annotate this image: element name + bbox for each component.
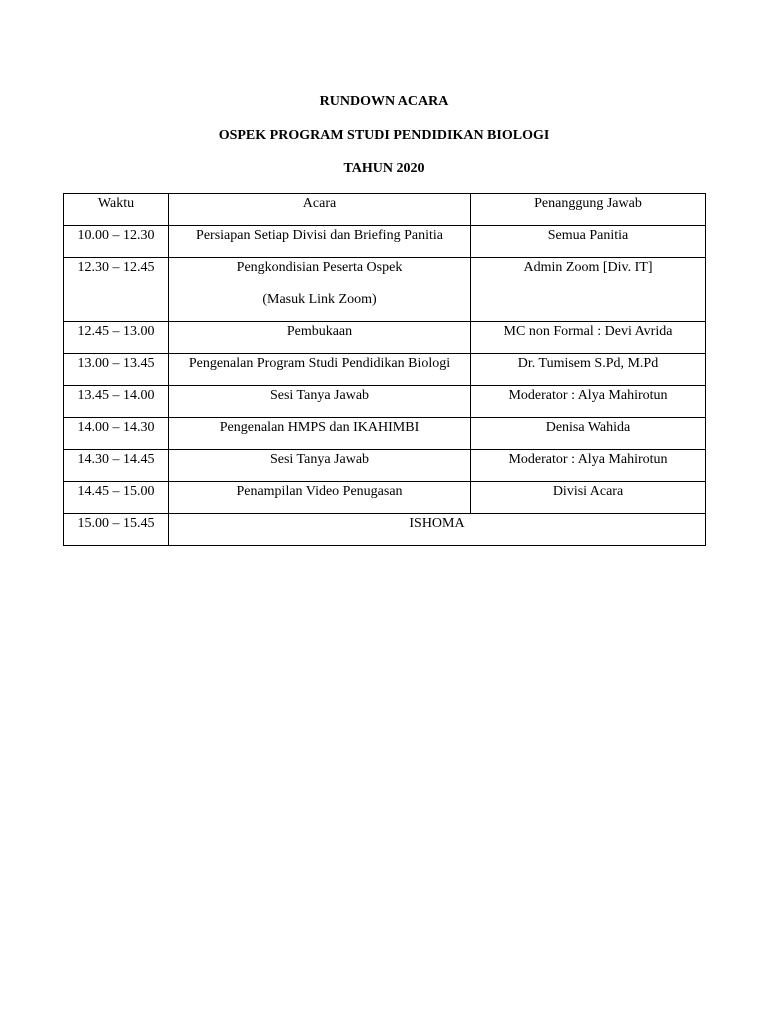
cell-acara bbox=[169, 258, 471, 322]
table-row bbox=[64, 418, 706, 450]
table-row bbox=[64, 514, 706, 546]
document-year: TAHUN 2020 bbox=[343, 161, 425, 176]
cell-penanggung-jawab: Divisi Acara bbox=[471, 482, 706, 514]
cell-acara-line2: (Masuk Link Zoom) bbox=[262, 292, 377, 307]
cell-penanggung-jawab: Semua Panitia bbox=[471, 226, 706, 258]
cell-waktu: 12.30 – 12.45 bbox=[64, 258, 169, 322]
cell-waktu: 14.30 – 14.45 bbox=[64, 450, 169, 482]
cell-acara: Pembukaan bbox=[169, 322, 471, 354]
document-title: RUNDOWN ACARA bbox=[319, 94, 449, 109]
table-row bbox=[64, 258, 706, 322]
cell-acara: Sesi Tanya Jawab bbox=[169, 386, 471, 418]
table-row bbox=[64, 322, 706, 354]
table-header-row bbox=[64, 194, 706, 226]
document-subtitle: OSPEK PROGRAM STUDI PENDIDIKAN BIOLOGI bbox=[218, 128, 550, 143]
cell-waktu: 14.45 – 15.00 bbox=[64, 482, 169, 514]
cell-acara: Pengenalan HMPS dan IKAHIMBI bbox=[169, 418, 471, 450]
cell-penanggung-jawab: Denisa Wahida bbox=[471, 418, 706, 450]
cell-waktu: 10.00 – 12.30 bbox=[64, 226, 169, 258]
cell-acara: Persiapan Setiap Divisi dan Briefing Panitia bbox=[169, 226, 471, 258]
cell-penanggung-jawab: Admin Zoom [Div. IT] bbox=[471, 258, 706, 322]
cell-waktu: 12.45 – 13.00 bbox=[64, 322, 169, 354]
header-penanggung-jawab: Penanggung Jawab bbox=[471, 194, 706, 226]
table-row bbox=[64, 386, 706, 418]
cell-acara-line1: Pengkondisian Peserta Ospek bbox=[236, 260, 403, 275]
cell-acara-merged: ISHOMA bbox=[169, 514, 706, 546]
table-row bbox=[64, 482, 706, 514]
cell-waktu: 14.00 – 14.30 bbox=[64, 418, 169, 450]
cell-waktu: 15.00 – 15.45 bbox=[64, 514, 169, 546]
cell-waktu: 13.00 – 13.45 bbox=[64, 354, 169, 386]
cell-penanggung-jawab: Dr. Tumisem S.Pd, M.Pd bbox=[471, 354, 706, 386]
cell-penanggung-jawab: MC non Formal : Devi Avrida bbox=[471, 322, 706, 354]
cell-penanggung-jawab: Moderator : Alya Mahirotun bbox=[471, 450, 706, 482]
header-waktu: Waktu bbox=[64, 194, 169, 226]
table-row bbox=[64, 450, 706, 482]
cell-penanggung-jawab: Moderator : Alya Mahirotun bbox=[471, 386, 706, 418]
cell-acara: Penampilan Video Penugasan bbox=[169, 482, 471, 514]
cell-acara: Sesi Tanya Jawab bbox=[169, 450, 471, 482]
table-row bbox=[64, 354, 706, 386]
table-row bbox=[64, 226, 706, 258]
cell-acara: Pengenalan Program Studi Pendidikan Biologi bbox=[169, 354, 471, 386]
header-acara: Acara bbox=[169, 194, 471, 226]
cell-waktu: 13.45 – 14.00 bbox=[64, 386, 169, 418]
rundown-table bbox=[63, 193, 706, 546]
